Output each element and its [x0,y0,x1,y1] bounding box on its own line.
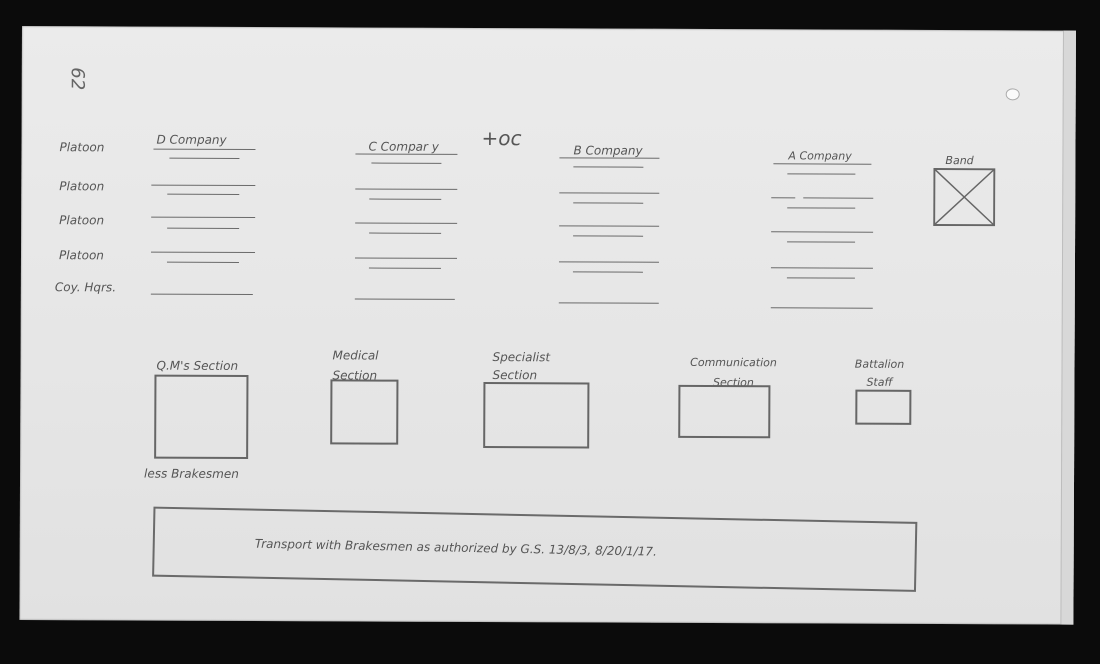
platoon-line [803,197,873,198]
document-page [19,26,1076,625]
band-label: Band [945,154,974,168]
platoon-line [771,267,873,268]
page-number: 62 [66,67,88,91]
qm-section-note: less Brakesmen [144,466,239,481]
platoon-line [573,271,643,272]
battalion-staff-label: Battalion Staff [854,357,905,389]
hqrs-line [151,294,253,295]
c-company-header-line [355,153,457,154]
battalion-staff-box [855,390,911,425]
b-company-header-line [559,157,659,158]
hqrs-line [771,307,873,308]
top-marker: +oc [481,126,522,151]
platoon-line [169,158,239,159]
platoon-line [167,262,239,263]
platoon-line [559,192,659,193]
platoon-line [573,202,643,203]
transport-box [152,507,917,592]
d-company-header: D Company [156,132,227,147]
platoon-line [787,207,855,208]
a-company-header: A Company [788,149,852,163]
row-label-platoon-1: Platoon [59,140,105,155]
platoon-line [167,228,239,229]
platoon-line [787,241,855,242]
qm-section-label: Q.M's Section [156,358,239,373]
page-edge [1060,31,1076,625]
transport-note: Transport with Brakesmen as authorized by G.S. 13/8/3, 8/20/1/17. [254,536,657,559]
platoon-line [151,252,255,253]
communication-section-box [678,385,770,438]
platoon-line [771,197,795,198]
row-label-platoon-4: Platoon [58,248,104,263]
platoon-line [559,261,659,262]
row-label-platoon-3: Platoon [59,213,105,228]
platoon-line [167,194,239,195]
row-label-platoon-2: Platoon [59,179,105,194]
punch-hole [1006,88,1020,100]
hqrs-line [559,302,659,303]
platoon-line [369,199,441,200]
specialist-section-box [483,382,589,448]
qm-section-box [154,375,248,459]
platoon-line [355,257,457,258]
platoon-line [787,173,855,174]
platoon-line [559,225,659,226]
platoon-line [573,166,643,167]
b-company-header: B Company [573,143,643,158]
platoon-line [151,217,255,218]
d-company-header-line [153,149,255,150]
platoon-line [355,222,457,223]
platoon-line [371,163,441,164]
band-box [933,168,995,226]
platoon-line [369,233,441,234]
medical-section-box [330,379,398,444]
hqrs-line [355,298,455,299]
platoon-line [355,188,457,189]
a-company-header-line [773,163,871,164]
platoon-line [369,268,441,269]
platoon-line [573,235,643,236]
platoon-line [787,277,855,278]
specialist-section-label: Specialist Section [492,350,551,383]
platoon-line [771,231,873,232]
platoon-line [151,185,255,186]
medical-section-label: Medical Section [332,348,379,383]
communication-section-label: Communication Section [690,355,777,390]
c-company-header: C Compar y [368,139,439,154]
row-label-coy-hqrs: Coy. Hqrs. [54,280,117,295]
